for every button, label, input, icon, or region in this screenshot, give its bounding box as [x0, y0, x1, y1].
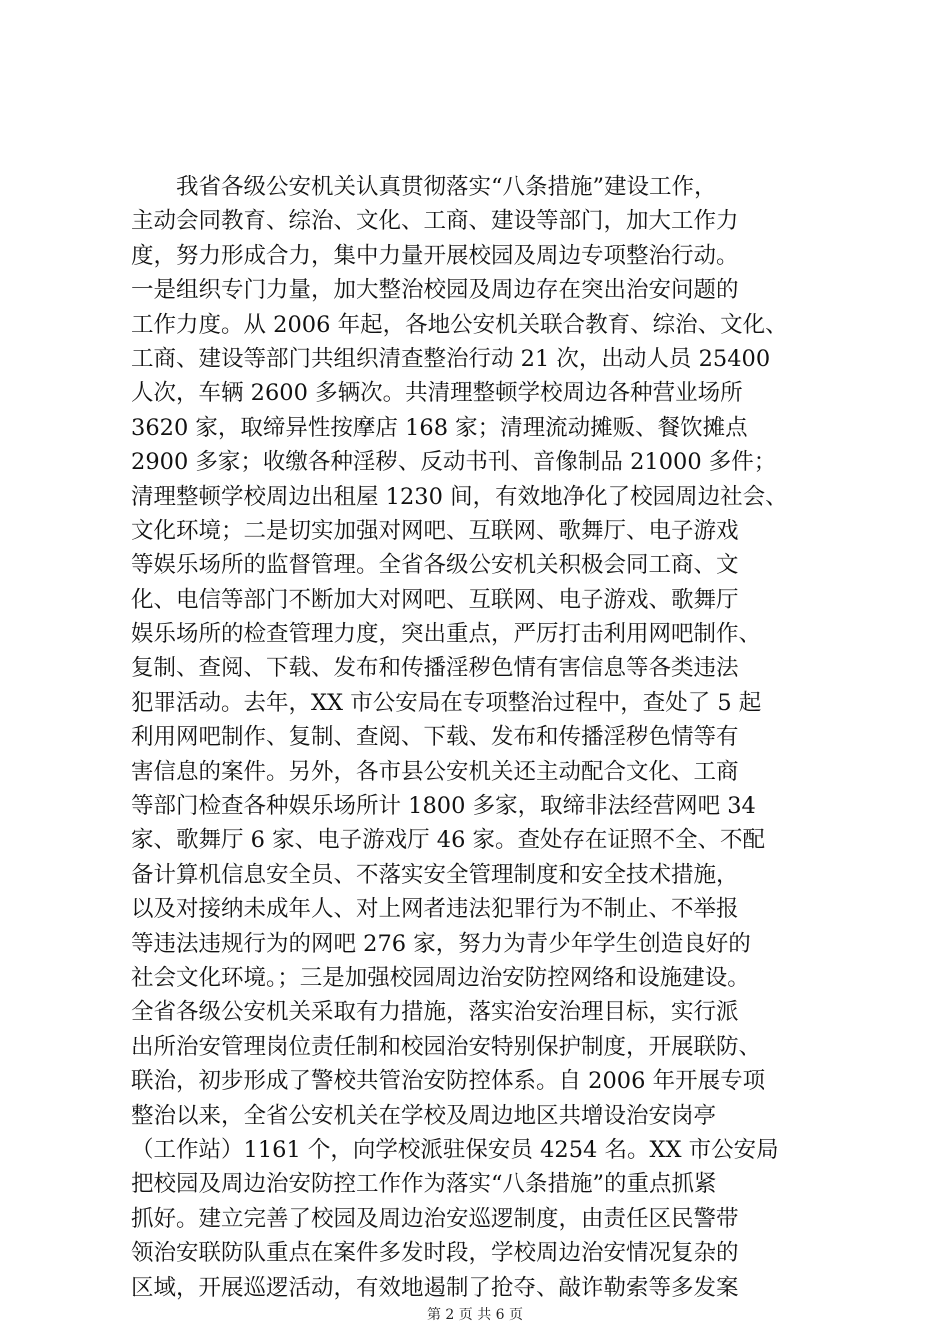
- text-line: 2900 多家；收缴各种淫秽、反动书刊、音像制品 21000 多件；: [131, 449, 777, 476]
- text-line: 领治安联防队重点在案件多发时段，学校周边治安情况复杂的: [131, 1240, 739, 1267]
- text-line: 清理整顿学校周边出租屋 1230 间，有效地净化了校园周边社会、: [131, 483, 788, 510]
- text-line: 把校园及周边治安防控工作作为落实“八条措施”的重点抓紧: [131, 1171, 717, 1198]
- text-line: 度，努力形成合力，集中力量开展校园及周边专项整治行动。: [131, 242, 739, 269]
- text-line: 以及对接纳未成年人、对上网者违法犯罪行为不制止、不举报: [131, 896, 739, 923]
- text-line: 娱乐场所的检查管理力度，突出重点，严厉打击利用网吧制作、: [131, 621, 762, 648]
- text-line: 抓好。建立完善了校园及周边治安巡逻制度，由责任区民警带: [131, 1205, 739, 1232]
- text-line: （工作站）1161 个，向学校派驻保安员 4254 名。XX 市公安局: [131, 1136, 779, 1163]
- text-line: 主动会同教育、综治、文化、工商、建设等部门，加大工作力: [131, 208, 739, 235]
- text-line: 全省各级公安机关采取有力措施，落实治安治理目标，实行派: [131, 999, 739, 1026]
- text-line: 区域，开展巡逻活动，有效地遏制了抢夺、敲诈勒索等多发案: [131, 1274, 739, 1301]
- body-paragraph: [131, 170, 831, 1305]
- text-line: 等违法违规行为的网吧 276 家，努力为青少年学生创造良好的: [131, 930, 751, 957]
- text-line: 犯罪活动。去年，XX 市公安局在专项整治过程中，查处了 5 起: [131, 689, 762, 716]
- text-line: 3620 家，取缔异性按摩店 168 家；清理流动摊贩、餐饮摊点: [131, 414, 748, 441]
- text-line: 文化环境；二是切实加强对网吧、互联网、歌舞厅、电子游戏: [131, 517, 739, 544]
- text-line: 一是组织专门力量，加大整治校园及周边存在突出治安问题的: [131, 277, 739, 304]
- text-line: 我省各级公安机关认真贯彻落实“八条措施”建设工作，: [131, 174, 717, 200]
- text-line: 人次，车辆 2600 多辆次。共清理整顿学校周边各种营业场所: [131, 380, 743, 407]
- text-line: 害信息的案件。另外，各市县公安机关还主动配合文化、工商: [131, 758, 739, 785]
- page-footer: 第 2 页 共 6 页: [426, 1307, 524, 1323]
- text-line: 联治，初步形成了警校共管治安防控体系。自 2006 年开展专项: [131, 1068, 766, 1095]
- text-line: 利用网吧制作、复制、查阅、下载、发布和传播淫秽色情等有: [131, 724, 739, 751]
- text-line: 复制、查阅、下载、发布和传播淫秽色情有害信息等各类违法: [131, 655, 739, 682]
- text-line: 家、歌舞厅 6 家、电子游戏厅 46 家。查处存在证照不全、不配: [131, 827, 766, 854]
- text-line: 备计算机信息安全员、不落实安全管理制度和安全技术措施，: [131, 861, 739, 888]
- text-line: 整治以来，全省公安机关在学校及周边地区共增设治安岗亭: [131, 1102, 717, 1129]
- text-line: 出所治安管理岗位责任制和校园治安特别保护制度，开展联防、: [131, 1033, 762, 1060]
- text-line: 化、电信等部门不断加大对网吧、互联网、电子游戏、歌舞厅: [131, 586, 739, 613]
- text-line: 工商、建设等部门共组织清查整治行动 21 次，出动人员 25400: [131, 345, 771, 372]
- text-line: 等娱乐场所的监督管理。全省各级公安机关积极会同工商、文: [131, 552, 739, 579]
- text-line: 工作力度。从 2006 年起，各地公安机关联合教育、综治、文化、: [131, 311, 788, 338]
- text-line: 社会文化环境。；三是加强校园周边治安防控网络和设施建设。: [131, 964, 750, 991]
- text-line: 等部门检查各种娱乐场所计 1800 多家，取缔非法经营网吧 34: [131, 793, 756, 820]
